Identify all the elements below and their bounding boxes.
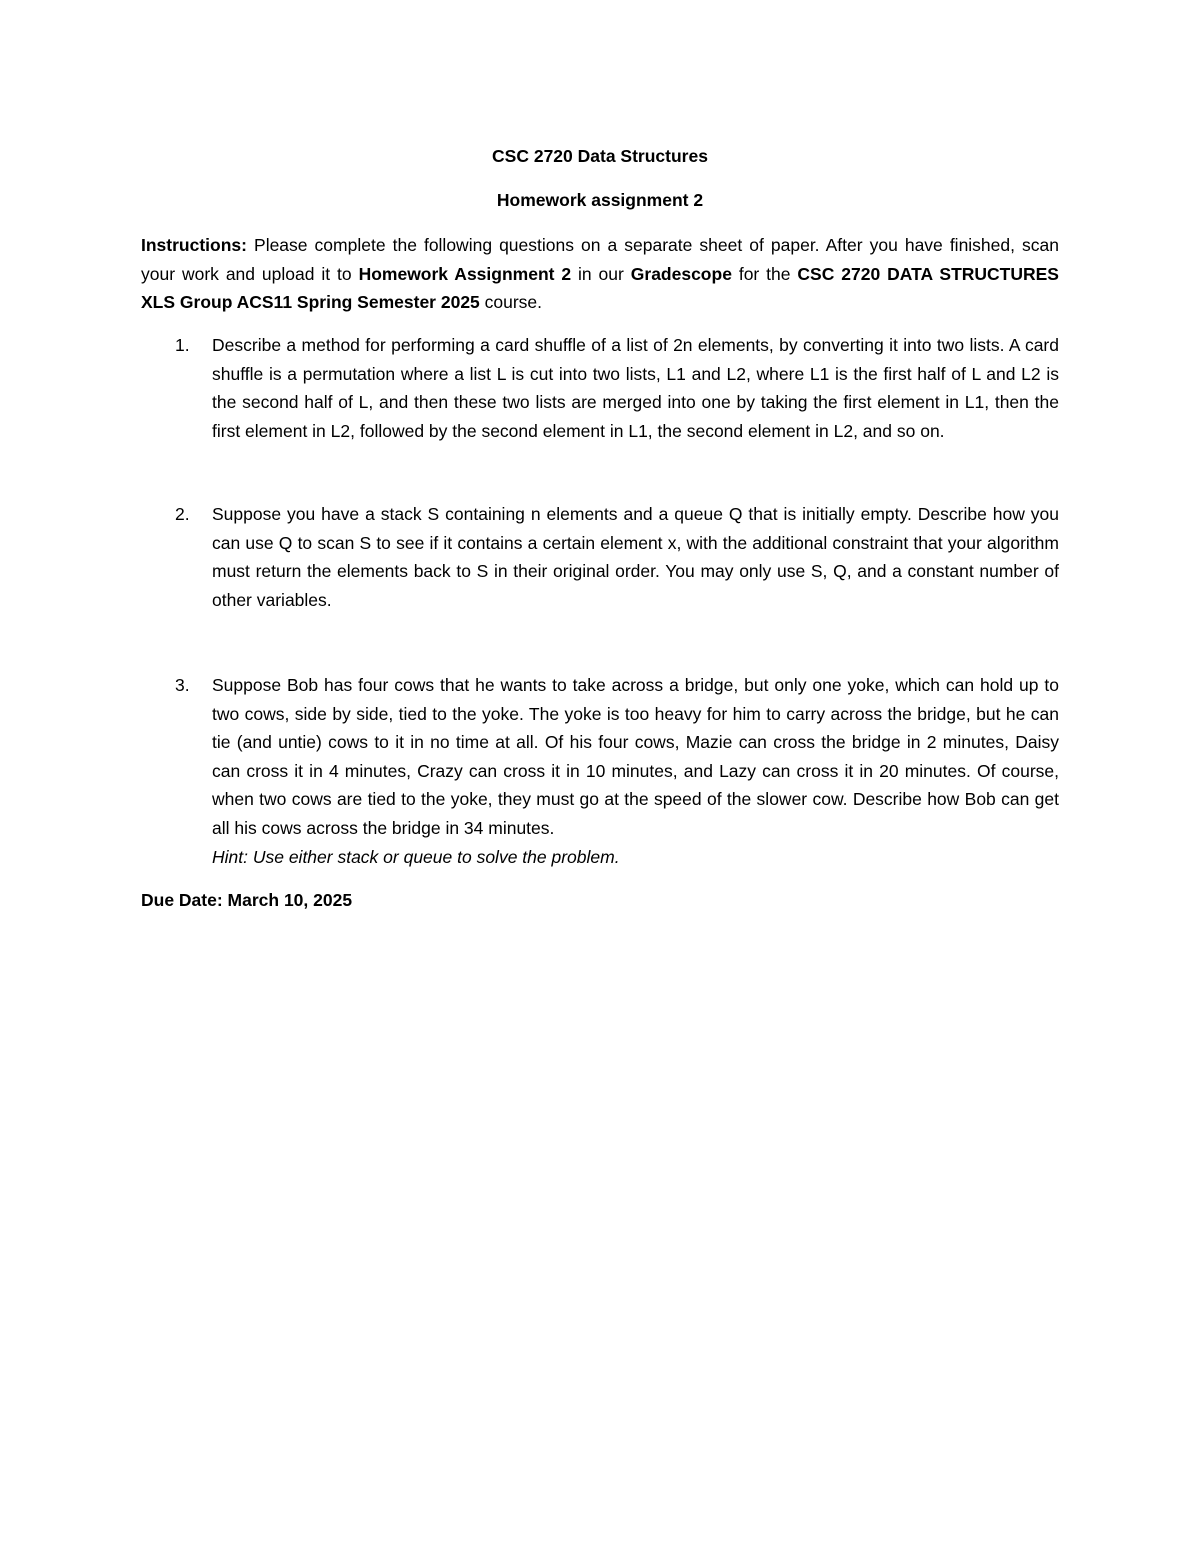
instructions-text-3: for the <box>731 263 798 284</box>
course-title: CSC 2720 Data Structures <box>492 146 708 166</box>
instructions-text-2: in our <box>571 263 631 284</box>
instructions-assignment-name: Homework Assignment 2 <box>358 263 572 284</box>
instructions-label: Instructions: <box>141 235 247 255</box>
question-3-body <box>212 671 1059 871</box>
instructions-platform-name: Gradescope <box>630 263 732 284</box>
instructions-course-name: CSC 2720 DATA STRUCTURES XLS Group ACS11 Spring Semester 2025 <box>141 263 1059 313</box>
instructions-text-4: course. <box>479 292 543 313</box>
instructions-paragraph <box>141 231 1059 317</box>
question-1-text: Describe a method for performing a card shuffle of a list of 2n elements, by converting it into two lists. A card shuffle is a permutation where a list L is cut into two lists, L1 and L2, where L1 is the first half of L and L2 is the second half of L, and then these two lists are merged into one by taking the first element in L1, then the first element in L2, followed by the second element in L1, the second element in L2, and so on. <box>212 335 1059 441</box>
question-1-number: 1. <box>175 335 190 355</box>
due-date: Due Date: March 10, 2025 <box>141 890 353 910</box>
question-1 <box>141 331 1059 445</box>
question-2-text: Suppose you have a stack S containing n elements and a queue Q that is initially empty. Describe how you can use Q to scan S to see if it contains a certain element x, with the additional constraint that your algorithm must return the elements back to S in their original order. You may only use S, Q, and a constant number of other variables. <box>212 504 1059 610</box>
instructions-text-1: Please complete the following questions on a separate sheet of paper. After you have finished, scan your work and upload it to <box>141 235 1059 284</box>
question-3-number: 3. <box>175 675 190 695</box>
question-3 <box>141 671 1059 871</box>
question-2 <box>141 500 1059 614</box>
question-3-text: Suppose Bob has four cows that he wants to take across a bridge, but only one yoke, which can hold up to two cows, side by side, tied to the yoke. The yoke is too heavy for him to carry across the bridge, but he can tie (and untie) cows to it in no time at all. Of his four cows, Mazie can cross the bridge in 2 minutes, Daisy can cross it in 4 minutes, Crazy can cross it in 10 minutes, and Lazy can cross it in 20 minutes. Of course, when two cows are tied to the yoke, they must go at the speed of the slower cow. Describe how Bob can get all his cows across the bridge in 34 minutes. <box>212 675 1059 838</box>
assignment-title: Homework assignment 2 <box>496 190 704 210</box>
question-2-number: 2. <box>175 504 190 524</box>
question-3-hint: Hint: Use either stack or queue to solve the problem. <box>212 846 620 867</box>
